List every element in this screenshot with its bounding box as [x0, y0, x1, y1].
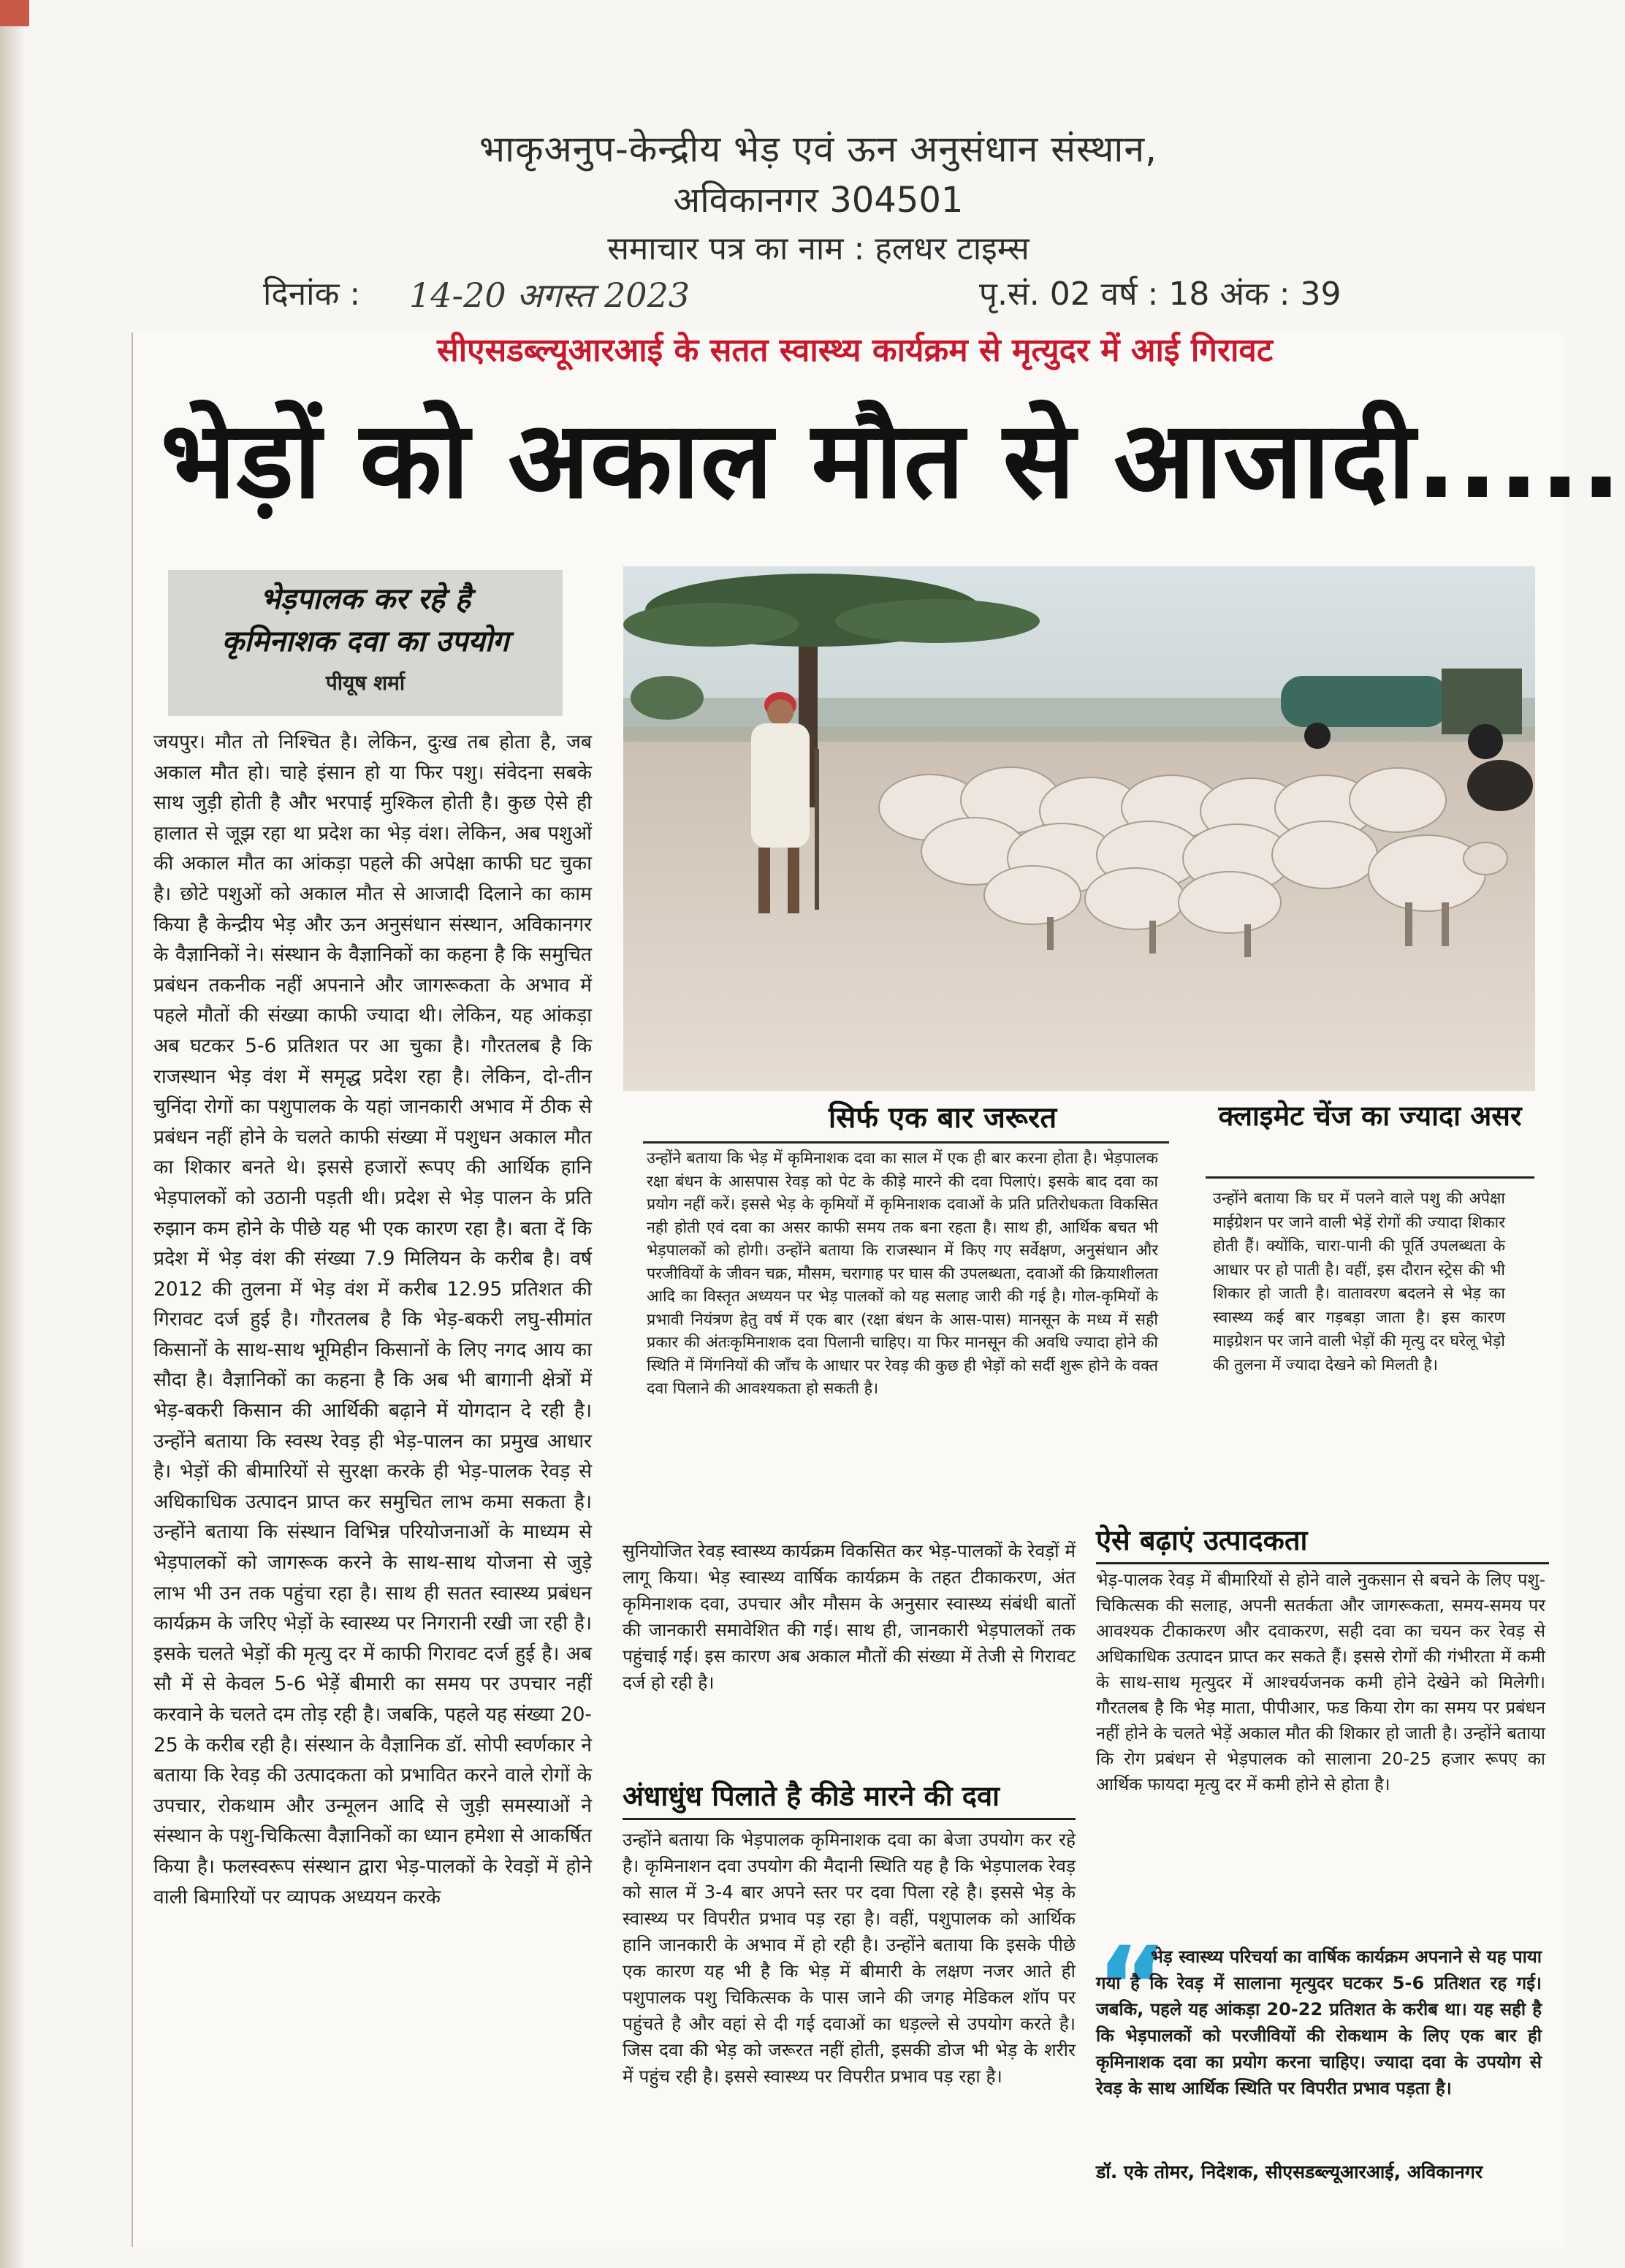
- section-blind-title: अंधाधुंध पिलाते है कीडे मारने की दवा: [623, 1780, 1000, 1812]
- byline: पीयूष शर्मा: [325, 671, 406, 695]
- section-productivity-title: ऐसे बढ़ाएं उत्पादकता: [1096, 1524, 1308, 1556]
- section-rule: [1206, 1176, 1534, 1179]
- section-once-title: सिर्फ एक बार जरूरत: [828, 1101, 1057, 1135]
- issue-info: पृ.सं. 02 वर्ष : 18 अंक : 39: [979, 275, 1342, 313]
- stamp-date-row: [263, 270, 1403, 321]
- section-rule: [623, 1818, 1076, 1820]
- article-headline: भेड़ों को अकाल मौत से आजादी.....: [161, 398, 1623, 522]
- sidebar-title-line2: कृमिनाशक दवा का उपयोग: [221, 625, 509, 658]
- stamp-newspaper-name: समाचार पत्र का नाम : हलधर टाइम्स: [607, 230, 1030, 267]
- left-column-text: जयपुर। मौत तो निश्चित है। लेकिन, दुःख तब होता है, जब अकाल मौत हो। चाहे इंसान हो या फिर पशु। संवेदना सबके साथ जुड़ी होती है और भरपाई मुश्किल होती है। कुछ ऐसे ही हालात से जूझ रहा था प्रदेश का भेड़ वंश। लेकिन, अब पशुओं की अकाल मौत का आंकड़ा पहले की अपेक्षा काफी घट चुका है। छोटे पशुओं को अकाल मौत से आजादी दिलाने का काम किया है केन्द्रीय भेड़ और ऊन अनुसंधान संस्थान, अविकानगर के वैज्ञानिकों ने। संस्थान के वैज्ञानिकों का कहना है कि समुचित प्रबंधन तकनीक नहीं अपनाने और जागरूकता के अभाव में पहले मौतों की संख्या काफी ज्यादा थी। लेकिन, यह आंकड़ा अब घटकर 5-6 प्रतिशत पर आ चुका है। गौरतलब है कि राजस्थान भेड़ वंश में समृद्ध प्रदेश रहा है। लेकिन, दो-तीन चुनिंदा रोगों का पशुपालक के यहां जानकारी अभाव में ठीक से प्रबंधन नहीं होने के चलते काफी संख्या में पशुधन अकाल मौत का शिकार बनते थे। इससे हजारों रूपए की आर्थिक हानि भेड़पालकों को उठानी पड़ती थी। प्रदेश से भेड़ पालन के प्रति रुझान कम होने के पीछे यह भी एक कारण रहा है। बता दें कि प्रदेश में भेड़ वंश की संख्या 7.9 मिलियन के करीब है। वर्ष 2012 की तुलना में भेड़ वंश में करीब 12.95 प्रतिशत की गिरावट दर्ज हुई है। गौरतलब है कि भेड़-बकरी लघु-सीमांत किसानों के साथ-साथ भूमिहीन किसानों के लिए नगद आय का सौदा है। वैज्ञानिकों का कहना है कि अब भी बागानी क्षेत्रों में भेड़-बकरी किसान की आर्थिकी बढ़ाने में योगदान दे रही है। उन्होंने बताया कि स्वस्थ रेवड़ ही भेड़-पालन का प्रमुख आधार है। भेड़ों की बीमारियों से सुरक्षा करके ही भेड़-पालक रेवड़ से अधिकाधिक उत्पादन प्राप्त कर समुचित लाभ कमा सकता है। उन्होंने बताया कि संस्थान विभिन्न परियोजनाओं के माध्यम से भेड़पालकों को जागरूक करने के साथ-साथ योजना से जुड़े लाभ भी उन तक पहुंचा रहा है। साथ ही सतत स्वास्थ्य प्रबंधन कार्यक्रम के जरिए भेड़ों के स्वास्थ्य पर निगरानी रखी जा रही है। इसके चलते भेड़ों की मृत्यु दर में काफी गिरावट दर्ज हुई है। अब सौ में से केवल 5-6 भेड़ें बीमारी का समय पर उपचार नहीं करवाने के चलते दम तोड़ रही है। जबकि, पहले यह संख्या 20-25 के करीब रही है। संस्थान के वैज्ञानिक डॉ. सोपी स्वर्णकार ने बताया कि रेवड़ की उत्पादकता को प्रभावित करने वाले रोगों के उपचार, रोकथाम और उन्मूलन आदि से जुड़ी समस्याओं ने संस्थान के पशु-चिकित्सा वैज्ञानिकों का ध्यान हमेशा से आकर्षित किया है। फलस्वरूप संस्थान द्वारा भेड़-पालकों के रेवड़ों में होने वाली बिमारियों पर व्यापक अध्ययन करके: [153, 731, 592, 1909]
- section-blind-text: उन्होंने बताया कि भेड़पालक कृमिनाशक दवा का बेजा उपयोग कर रहे है। कृमिनाशन दवा उपयोग की मैदानी स्थिति यह है कि भेड़पालक रेवड़ को साल में 3-4 बार अपने स्तर पर दवा पिला रहे है। इससे भेड़ के स्वास्थ्य पर विपरीत प्रभाव पड़ रहा है। वहीं, पशुपालक को आर्थिक हानि जानकारी के अभाव में हो रही है। उन्होंने बताया कि इसके पीछे एक कारण यह भी है कि भेड़ में बीमारी के लक्षण नजर आते ही पशुपालक पशु चिकित्सक के पास जाने की जगह मेडिकल शॉप पर पहुंचते है और वहां से दी गई दवाओं का धड़ल्ले से उपयोग करते है। जिस दवा की भेड़ को जरूरत नहीं होती, इसकी डोज भी भेड़ के शरीर में पहुंच रही है। इससे स्वास्थ्य पर विपरीत प्रभाव पड़ रहा है।: [623, 1829, 1076, 2087]
- page-edge-shadow: [0, 0, 25, 2268]
- section-climate-title: क्लाइमेट चेंज का ज्यादा असर: [1218, 1100, 1522, 1132]
- section-once-text: उन्होंने बताया कि भेड़ में कृमिनाशक दवा का साल में एक ही बार करना होता है। भेड़पालक रक्षा बंधन के आसपास रेवड़ को पेट के कीड़े मारने की दवा पिलाएं। इसके बाद दवा का प्रयोग नहीं करें। इससे भेड़ के कृमियों में कृमिनाशक दवाओं के प्रति प्रतिरोधकता विकसित नही होती एवं दवा का असर काफी समय तक बना रहता है। साथ ही, आर्थिक बचत भी भेड़पालकों को होगी। उन्होंने बताया कि राजस्थान में किए गए सर्वेक्षण, अनुसंधान और परजीवियों के जीवन चक्र, मौसम, चरागाह पर घास की उपलब्धता, दवाओं की क्रियाशीलता आदि का विस्तृत अध्ययन पर भेड़ पालकों को यह सलाह जारी की गई है। गोल-कृमियों के प्रभावी नियंत्रण हेतु वर्ष में एक बार (रक्षा बंधन के आस-पास) मानसून के मध्य में सही प्रकार की अंतःकृमिनाशक दवा पिलानी चाहिए। या फिर मानसून की अवधि ज्यादा होने की स्थिति में मिंगनियों की जाँच के आधार पर रेवड़ की कुछ ही भेड़ों को सर्दी शुरू होने के वक्त दवा पिलाने की आवश्यकता हो सकती है।: [647, 1149, 1158, 1398]
- expert-quote: [1096, 1924, 1542, 2163]
- section-once-body: [647, 1147, 1158, 1527]
- stamp-institute-name: भाकृअनुप-केन्द्रीय भेड़ एवं ऊन अनुसंधान संस्थान,: [479, 128, 1158, 170]
- article-kicker: सीएसडब्ल्यूआरआई के सतत स्वास्थ्य कार्यक्रम से मृत्युदर में आई गिरावट: [436, 332, 1274, 369]
- quote-mark-icon: “: [1096, 1924, 1168, 2051]
- sidebar-title-line1: भेड़पालक कर रहे है: [259, 582, 471, 616]
- section-climate-text: उन्होंने बताया कि घर में पलने वाले पशु की अपेक्षा माईग्रेशन पर जाने वाली भेड़ें रोगों की ज्यादा शिकार होती हैं। क्योंकि, चारा-पानी की पूर्ति उपलब्धता के आधार पर हो पाती है। वहीं, इस दौरान स्ट्रेस की भी शिकार हो जाती है। वातावरण बदलने से भेड़ का स्वास्थ्य कई बार गड़बड़ा जाता है। इस कारण माइग्रेशन पर जाने वाली भेड़ों की मृत्यु दर घरेलू भेड़ो की तुलना में ज्यादा देखने को मिलती है।: [1213, 1190, 1505, 1374]
- expert-quote-text: भेड़ स्वास्थ्य परिचर्या का वार्षिक कार्यक्रम अपनाने से यह पाया गया है कि रेवड़ में सालाना मृत्युदर घटकर 5-6 प्रतिशत रह गई। जबकि, पहले यह आंकड़ा 20-22 प्रतिशत के करीब था। यह सही है कि भेड़पालकों को परजीवियों की रोकथाम के लिए एक बार ही कृमिनाशक दवा का प्रयोग करना चाहिए। ज्यादा दवा के उपयोग से रेवड़ के साथ आर्थिक स्थिति पर विपरीत प्रभाव पड़ता है।: [1096, 1947, 1542, 2098]
- section-rule: [1096, 1562, 1549, 1564]
- quote-signature: डॉ. एके तोमर, निदेशक, सीएसडब्ल्यूआरआई, अविकानगर: [1096, 2161, 1483, 2183]
- clipping-edge: [132, 332, 133, 2247]
- section-productivity-text: भेड़-पालक रेवड़ में बीमारियों से होने वाले नुकसान से बचने के लिए पशु-चिकित्सक की सलाह, अपनी सतर्कता और जागरूकता, समय-समय पर आवश्यक टीकाकरण और दवाकरण, सही दवा का चयन कर रेवड़ से अधिकाधिक उत्पादन प्राप्त कर सकते हैं। इससे रोगों की गंभीरता में कमी के साथ-साथ मृत्युदर में आश्चर्यजनक कमी होने देखेने को मिलेगी। गौरतलब है कि भेड़ माता, पीपीआर, फड किया रोग का समय पर प्रबंधन नहीं होने के चलते भेड़ें अकाल मौत की शिकार हो जाती है। उन्होंने बताया कि रोग प्रबंधन से भेड़पालक को सालाना 20-25 हजार रूपए का आर्थिक फायदा मृत्यु दर में कमी होने से होता है।: [1096, 1569, 1545, 1795]
- corner-tab: [0, 0, 29, 26]
- date-label: दिनांक :: [263, 275, 361, 313]
- mid-continuation-text: सुनियोजित रेवड़ स्वास्थ्य कार्यक्रम विकसित कर भेड़-पालकों के रेवड़ों में लागू किया। भेड़ स्वास्थ्य वार्षिक कार्यक्रम के तहत टीकाकरण, अंत कृमिनाशक दवा, उपचार और मौसम के अनुसार स्वास्थ्य संबंधी बातों की जानकारी समावेशित की गई। साथ ही, जानकारी भेड़पालकों तक पहुंचाई गई। इस कारण अब अकाल मौतों की संख्या में तेजी से गिरावट दर्ज हो रही है।: [623, 1540, 1076, 1693]
- date-value: 14-20 अगस्त 2023: [409, 275, 690, 315]
- sidebar-title-box: [168, 570, 563, 716]
- section-rule: [643, 1141, 1169, 1143]
- sheep-photo-svg: [623, 566, 1535, 1091]
- left-column: [153, 727, 592, 2232]
- mid-continuation: [623, 1538, 1076, 1772]
- sheep-flock-photo: [623, 566, 1535, 1091]
- section-productivity-body: [1096, 1567, 1545, 1918]
- section-climate-body: [1213, 1187, 1505, 1494]
- stamp-address: अविकानगर 304501: [673, 180, 964, 221]
- section-blind-body: [623, 1827, 1076, 2221]
